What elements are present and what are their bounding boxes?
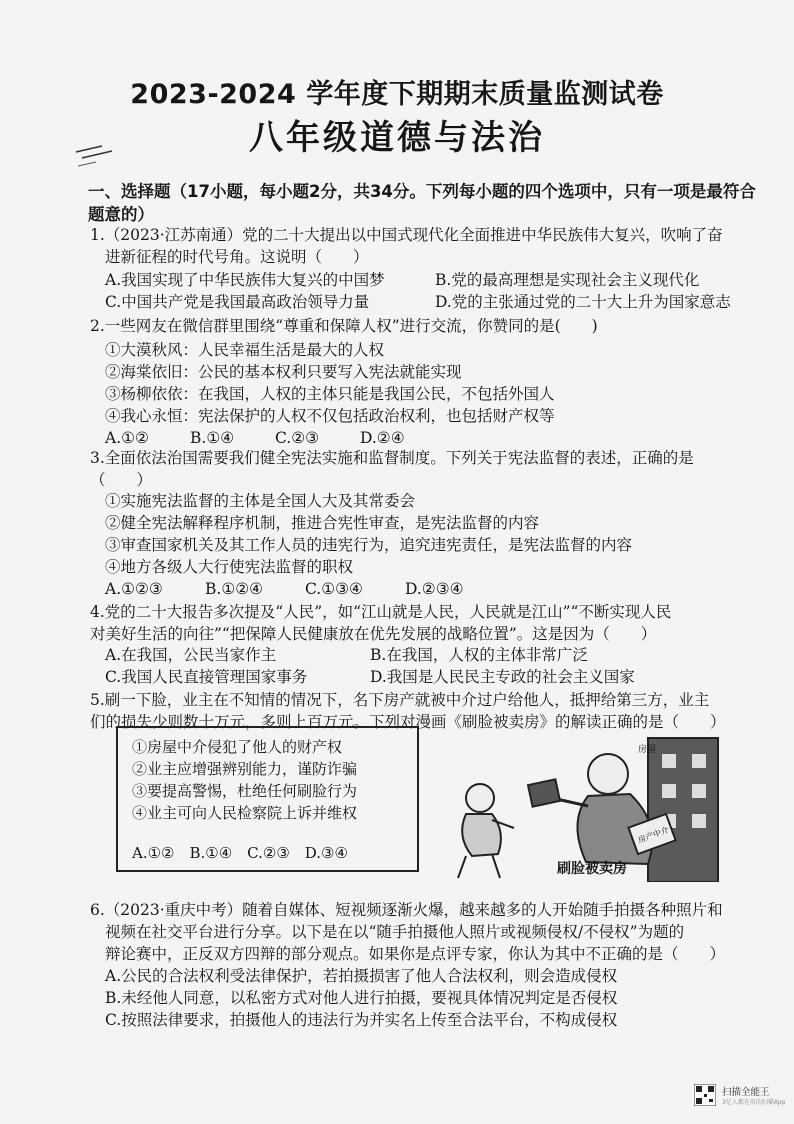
q2-statement-1: ①大漠秋风：人民幸福生活是最大的人权 (105, 341, 385, 359)
q3-statement-2: ②健全宪法解释程序机制，推进合宪性审查，是宪法监督的内容 (105, 514, 540, 532)
q5-statement-1: ①房屋中介侵犯了他人的财产权 (132, 738, 343, 756)
homeowner-figure (458, 784, 514, 878)
q5-statement-2: ②业主应增强辨别能力，谨防诈骗 (132, 760, 358, 778)
q2-statement-3: ③杨柳依依：在我国，人权的主体只能是我国公民，不包括外国人 (105, 385, 555, 403)
q6-stem-line3: 辩论赛中，正反双方四辩的部分观点。如果你是点评专家，你认为其中不正确的是（ ） (105, 945, 726, 963)
scanner-brand: 扫描全能王 (722, 1087, 770, 1098)
q2-option-d: D.②④ (360, 429, 405, 447)
q4-option-b: B.在我国，人权的主体非常广泛 (370, 646, 588, 664)
q3-option-d: D.②③④ (405, 580, 464, 598)
q1-option-a: A.我国实现了中华民族伟大复兴的中国梦 (105, 271, 385, 289)
q2-option-c: C.②③ (275, 429, 320, 447)
q1-stem-line1: 1.（2023·江苏南通）党的二十大提出以中国式现代化全面推进中华民族伟大复兴，吹响了奋 (90, 226, 723, 244)
q5-statement-3: ③要提高警惕，杜绝任何刷脸行为 (132, 782, 358, 800)
q3-statement-3: ③审查国家机关及其工作人员的违宪行为，追究违宪责任，是宪法监督的内容 (105, 536, 633, 554)
q2-option-b: B.①④ (190, 429, 235, 447)
q4-stem-line2: 对美好生活的向往”“把保障人民健康放在优先发展的战略位置”。这是因为（ ） (90, 625, 657, 643)
q3-stem-line2: （ ） (90, 471, 153, 489)
q2-option-a: A.①② (105, 429, 149, 447)
q6-option-c: C.按照法律要求，拍摄他人的违法行为并实名上传至合法平台，不构成侵权 (105, 1011, 618, 1029)
q6-option-b: B.未经他人同意，以私密方式对他人进行拍摄，要视具体情况判定是否侵权 (105, 989, 618, 1007)
q1-option-d: D.党的主张通过党的二十大上升为国家意志 (435, 293, 731, 311)
q1-option-c: C.中国共产党是我国最高政治领导力量 (105, 293, 370, 311)
q5-options: A.①② B.①④ C.②③ D.③④ (132, 844, 348, 862)
q3-statement-1: ①实施宪法监督的主体是全国人大及其常委会 (105, 492, 416, 510)
building-icon (648, 738, 718, 882)
q5-statement-4: ④业主可向人民检察院上诉并维权 (132, 804, 358, 822)
q6-stem-line1: 6.（2023·重庆中考）随着自媒体、短视频逐渐火爆，越来越多的人开始随手拍摄各种照片和 (90, 901, 723, 919)
cartoon-bag-label: 房产中介 (636, 825, 671, 845)
q3-option-b: B.①②④ (205, 580, 264, 598)
q6-option-a: A.公民的合法权利受法律保护，若拍摄损害了他人合法权利，则会造成侵权 (105, 967, 618, 985)
q3-stem-line1: 3.全面依法治国需要我们健全宪法实施和监督制度。下列关于宪法监督的表述，正确的是 (90, 449, 694, 467)
q2-statement-4: ④我心永恒：宪法保护的人权不仅包括政治权利，也包括财产权等 (105, 407, 555, 425)
q4-stem-line1: 4.党的二十大报告多次提及“人民”，如“江山就是人民，人民就是江山”“不断实现人民 (90, 603, 672, 621)
cartoon-house-label: 房屋 (638, 745, 657, 755)
cartoon-caption: 刷脸被卖房 (557, 861, 627, 877)
section-heading: 一、选择题（17小题，每小题2分，共34分。下列每小题的四个选项中，只有一项是最符合题意的） (88, 182, 756, 224)
q5-statements-box (116, 726, 419, 872)
q2-statement-2: ②海棠依旧：公民的基本权利只要写入宪法就能实现 (105, 363, 462, 381)
q5-stem-line2: 们的损失少则数十万元，多则上百万元。下列对漫画《刷脸被卖房》的解读正确的是（ ） (90, 713, 726, 731)
q2-stem: 2.一些网友在微信群里围绕“尊重和保障人权”进行交流，你赞同的是( ) (90, 317, 598, 335)
q6-stem-line2: 视频在社交平台进行分享。以下是在以“随手拍摄他人照片或视频侵权/不侵权”为题的 (105, 923, 685, 941)
exam-title: 2023-2024 学年度下期期末质量监测试卷 (130, 79, 664, 110)
q1-option-b: B.党的最高理想是实现社会主义现代化 (435, 271, 700, 289)
qr-code-icon (694, 1084, 716, 1106)
q5-stem-line1: 5.刷一下脸，业主在不知情的情况下，名下房产就被中介过户给他人，抵押给第三方，业主 (90, 691, 710, 709)
q3-option-a: A.①②③ (105, 580, 163, 598)
q4-option-a: A.在我国，公民当家作主 (105, 646, 277, 664)
q4-option-c: C.我国人民直接管理国家事务 (105, 668, 308, 686)
q3-option-c: C.①③④ (305, 580, 363, 598)
subject-title: 八年级道德与法治 (249, 118, 545, 158)
scanner-brand-sub: 3亿人都在用的扫描App (722, 1099, 786, 1106)
q3-statement-4: ④地方各级人大行使宪法监督的职权 (105, 558, 354, 576)
q1-stem-line2: 进新征程的时代号角。这说明（ ） (105, 248, 369, 266)
q4-option-d: D.我国是人民民主专政的社会主义国家 (370, 668, 635, 686)
